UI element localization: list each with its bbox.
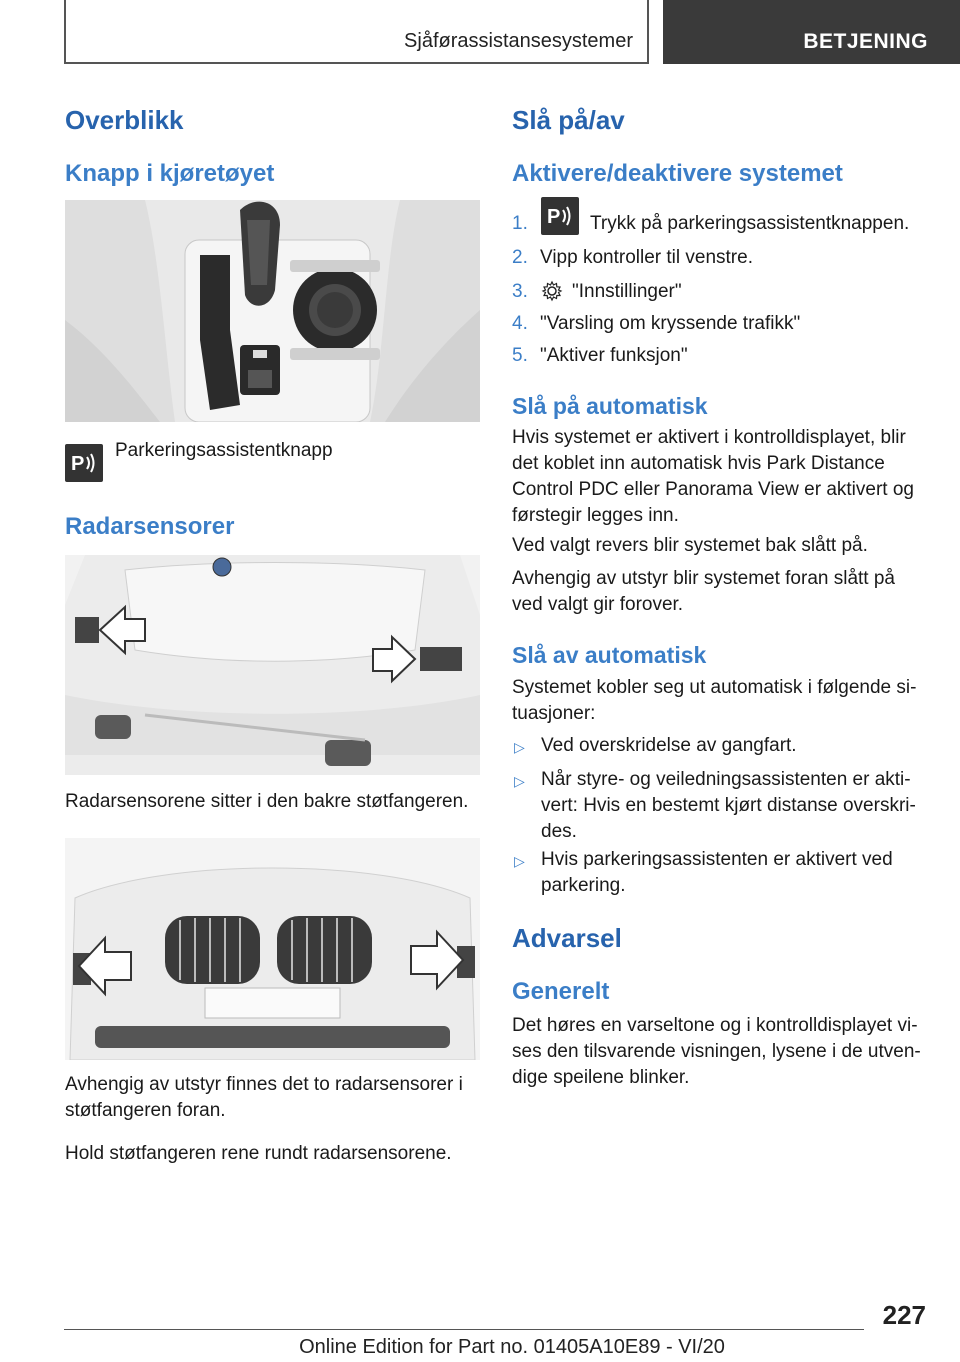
footer <box>0 1336 960 1359</box>
svg-text:P: P <box>547 206 561 228</box>
activate-subheading: Aktivere/deaktivere systemet <box>512 160 843 187</box>
header-chapter-title: BETJENING <box>803 30 928 53</box>
step-text: "Aktiver funksjon" <box>540 345 688 366</box>
parking-assistant-icon <box>65 444 103 482</box>
footer-divider <box>64 1329 864 1330</box>
step-number: 3. <box>512 281 528 302</box>
button-caption: Parkeringsassistentknapp <box>115 440 333 461</box>
warning-heading: Advarsel <box>512 923 622 953</box>
auto-off-line: tuasjoner: <box>512 703 596 724</box>
bullet-triangle-icon: ▷ <box>514 853 525 869</box>
switch-on-off-heading: Slå på/av <box>512 105 625 135</box>
front-bumper-image <box>65 838 480 1060</box>
step-number: 5. <box>512 345 528 366</box>
button-subheading: Knapp i kjøretøyet <box>65 160 275 187</box>
auto-off-line: Systemet kobler seg ut automatisk i følgende si- <box>512 677 917 698</box>
step-text: Vipp kontroller til venstre. <box>540 247 753 268</box>
bullet-text: Hvis parkeringsassistenten er aktivert ved <box>541 849 893 870</box>
auto-on-subheading: Slå på automatisk <box>512 393 708 419</box>
front-caption-line-2: støtfangeren foran. <box>65 1100 226 1121</box>
general-line: Det høres en varseltone og i kontrolldisplayet vi- <box>512 1015 918 1036</box>
auto-off-subheading: Slå av automatisk <box>512 642 707 668</box>
front-caption-line-1: Avhengig av utstyr finnes det to radarsensorer i <box>65 1074 463 1095</box>
general-line: dige speilene blinker. <box>512 1067 690 1088</box>
auto-on-line: Control PDC eller Panorama View er aktivert og <box>512 479 914 500</box>
bullet-triangle-icon: ▷ <box>514 773 525 789</box>
clean-sensors-text: Hold støtfangeren rene rundt radarsensorene. <box>65 1143 452 1164</box>
bullet-text: parkering. <box>541 875 626 896</box>
gear-icon <box>541 280 563 307</box>
reverse-text: Ved valgt revers blir systemet bak slått på. <box>512 535 868 556</box>
auto-on-line: førstegir legges inn. <box>512 505 679 526</box>
bullet-text: des. <box>541 821 577 842</box>
forward-line: ved valgt gir forover. <box>512 594 684 615</box>
bullet-text: Når styre- og veiledningsassistenten er akti- <box>541 769 911 790</box>
step-text: "Varsling om kryssende trafikk" <box>540 313 801 334</box>
page-number: 227 <box>882 1300 926 1330</box>
bullet-triangle-icon: ▷ <box>514 739 525 755</box>
step-number: 4. <box>512 313 528 334</box>
rear-caption: Radarsensorene sitter i den bakre støtfangeren. <box>65 791 469 812</box>
step-number: 1. <box>512 213 528 234</box>
header-chapter-box <box>663 0 960 64</box>
parking-assistant-icon <box>541 197 579 235</box>
center-console-image <box>65 200 480 422</box>
general-line: ses den tilsvarende visningen, lysene i de utven- <box>512 1041 921 1062</box>
bullet-text: vert: Hvis en bestemt kjørt distanse overskri- <box>541 795 916 816</box>
header-section-title: Sjåførassistansesystemer <box>404 30 633 52</box>
step-number: 2. <box>512 247 528 268</box>
rear-bumper-image <box>65 555 480 775</box>
step-text: "Innstillinger" <box>572 281 682 302</box>
step-text: Trykk på parkeringsassistentknappen. <box>590 213 910 234</box>
auto-on-line: det koblet inn automatisk hvis Park Distance <box>512 453 885 474</box>
header-section-box <box>64 0 649 64</box>
auto-on-line: Hvis systemet er aktivert i kontrolldisplayet, blir <box>512 427 906 448</box>
bullet-text: Ved overskridelse av gangfart. <box>541 735 797 756</box>
overview-heading: Overblikk <box>65 105 184 135</box>
svg-text:P: P <box>71 453 85 475</box>
general-subheading: Generelt <box>512 978 610 1005</box>
radar-subheading: Radarsensorer <box>65 513 235 540</box>
forward-line: Avhengig av utstyr blir systemet foran slått på <box>512 568 895 589</box>
footer-text: Online Edition for Part no. 01405A10E89 - VI/20 <box>299 1336 725 1358</box>
